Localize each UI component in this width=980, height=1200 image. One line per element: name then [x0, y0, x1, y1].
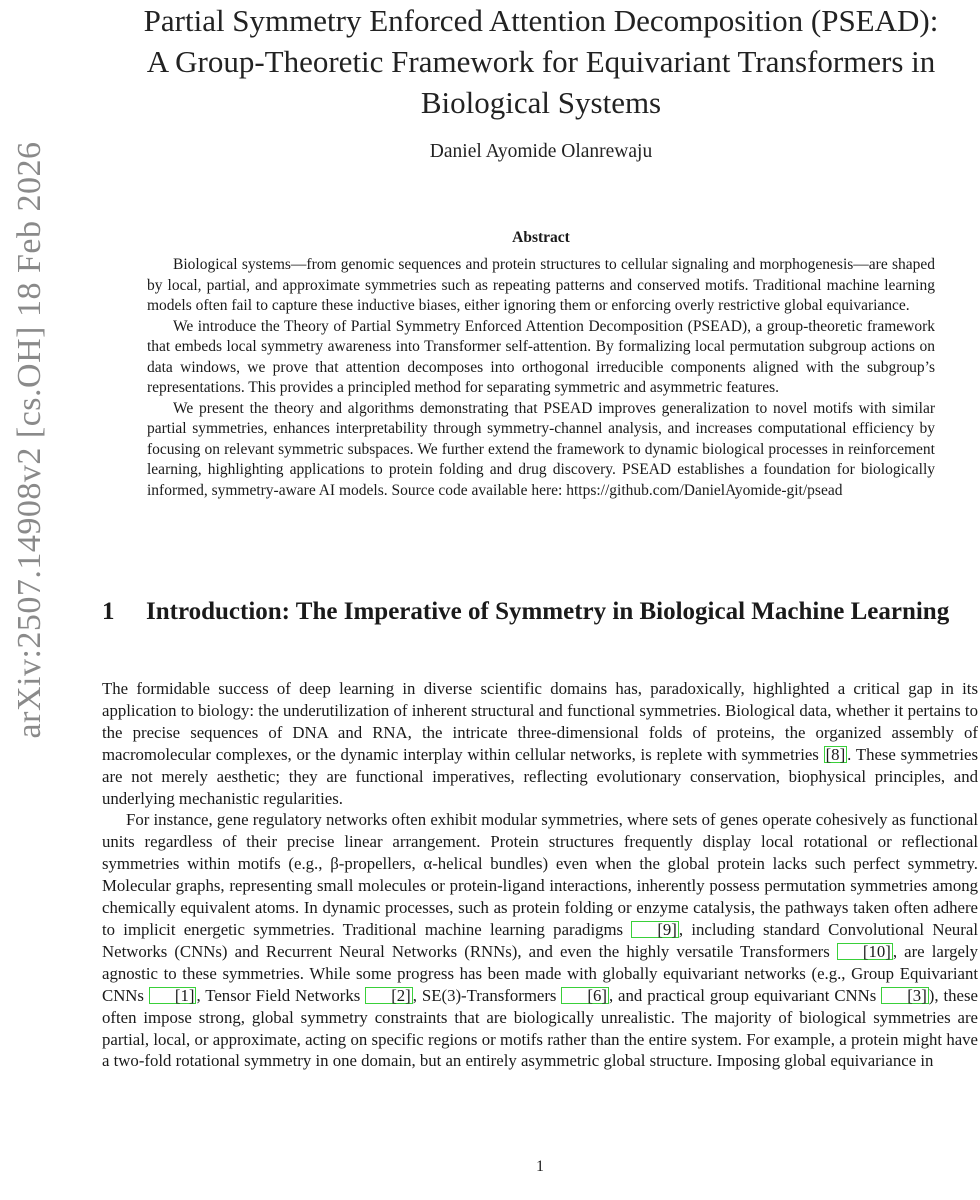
title-line-3: Biological Systems — [420, 85, 662, 120]
text-run: , are largely agnostic to these symmetries. While some progress has been made with globally equivariant networks (e.g., Group Equivariant CNNs — [102, 941, 978, 1005]
abstract-paragraph-2: We introduce the Theory of Partial Symmetry Enforced Attention Decomposition (PSEAD), a group-theoretic framework that embeds local symmetry awareness into Transformer self-attention. By formalizing local permutation subgroup actions on data windows, we prove that attention decomposes into orthogonal irreducible components aligned with the subgroup’s representations. This provides a principled method for separating symmetric and asymmetric features. — [147, 317, 935, 396]
section-title: Introduction: The Imperative of Symmetry in Biological Machine Learning — [146, 598, 950, 625]
text-run: The formidable success of deep learning in diverse scientific domains has, paradoxically, highlighted a critical gap in its application to biology: the underutilization of inherent structural and functional symmetries. Biological data, whether it pertains to the precise sequences of DNA and RNA, the intricate three-dimensional folds of proteins, the organized assembly of macromolecular complexes, or the dynamic interplay within cellular networks, is replete with symmetries — [102, 679, 978, 764]
body-paragraph-2 — [102, 809, 978, 1072]
citation-link-3[interactable]: [3] — [881, 987, 929, 1004]
citation-link-1[interactable]: [1] — [149, 987, 197, 1004]
abstract-heading: Abstract — [512, 229, 570, 246]
citation-link-2[interactable]: [2] — [365, 987, 413, 1004]
body-paragraph-1 — [102, 678, 978, 809]
text-run: , Tensor Field Networks — [196, 985, 366, 1005]
arxiv-identifier-stamp: arXiv:2507.14908v2 [cs.OH] 18 Feb 2026 — [11, 141, 48, 739]
author-name: Daniel Ayomide Olanrewaju — [429, 141, 653, 162]
citation-link-9[interactable]: [9] — [631, 921, 679, 938]
text-run: , including standard Convolutional Neural Networks (CNNs) and Recurrent Neural Networks (RNNs), and even the highly versatile Transformers — [102, 919, 978, 961]
title-line-1: Partial Symmetry Enforced Attention Decomposition (PSEAD): — [143, 3, 939, 38]
abstract-paragraph-3: We present the theory and algorithms demonstrating that PSEAD improves generalization to novel motifs with similar partial symmetries, enhances interpretability through symmetry-channel analysis, and increases computational efficiency by focusing on relevant symmetric subspaces. We further extend the framework to dynamic biological processes in reinforcement learning, highlighting applications to protein folding and drug discovery. PSEAD establishes a foundation for biologically informed, symmetry-aware AI models. Source code available here: https://github.com/DanielAyomide-git/psead — [147, 399, 935, 499]
text-run: , SE(3)-Transformers — [412, 985, 562, 1005]
abstract-paragraph-1: Biological systems—from genomic sequences and protein structures to cellular signaling and morphogenesis—are shaped by local, partial, and approximate symmetries such as repeating patterns and conserved motifs. Traditional machine learning models often fail to capture these inductive biases, either ignoring them or enforcing overly restrictive global equivariance. — [147, 256, 935, 314]
citation-link-8[interactable]: [8] — [825, 744, 846, 764]
introduction-body — [102, 678, 978, 1072]
section-heading — [102, 595, 962, 629]
text-run: . These symmetries are not merely aesthetic; they are functional imperatives, reflecting evolutionary conservation, biophysical principles, and underlying mechanistic regularities. — [102, 744, 978, 808]
citation-link-10[interactable]: [10] — [837, 943, 893, 960]
paper-title — [102, 0, 980, 123]
abstract-body — [147, 255, 935, 501]
text-run: , and practical group equivariant CNNs — [608, 985, 882, 1005]
page-number: 1 — [536, 1158, 544, 1175]
section-number: 1 — [102, 598, 115, 625]
title-line-2: A Group-Theoretic Framework for Equivariant Transformers in — [146, 44, 936, 79]
text-run: For instance, gene regulatory networks often exhibit modular symmetries, where sets of genes operate cohesively as functional units regardless of their precise linear arrangement. Protein structures frequently display local rotational or reflectional symmetries within motifs (e.g., β-propellers, α-helical bundles) even when the global protein lacks such perfect symmetry. Molecular graphs, representing small molecules or protein-ligand interactions, inherently possess permutation symmetries among chemically equivalent atoms. In dynamic processes, such as protein folding or enzyme catalysis, the pathways taken often adhere to implicit energetic symmetries. Traditional machine learning paradigms — [102, 810, 978, 939]
text-run: ), these often impose strong, global symmetry constraints that are biologically unrealistic. The majority of biological symmetries are partial, local, or approximate, acting on specific regions or motifs rather than the entire system. For example, a protein might have a two-fold rotational symmetry in one domain, but an entirely asymmetric global structure. Imposing global equivariance in — [102, 985, 978, 1071]
citation-link-6[interactable]: [6] — [561, 987, 609, 1004]
